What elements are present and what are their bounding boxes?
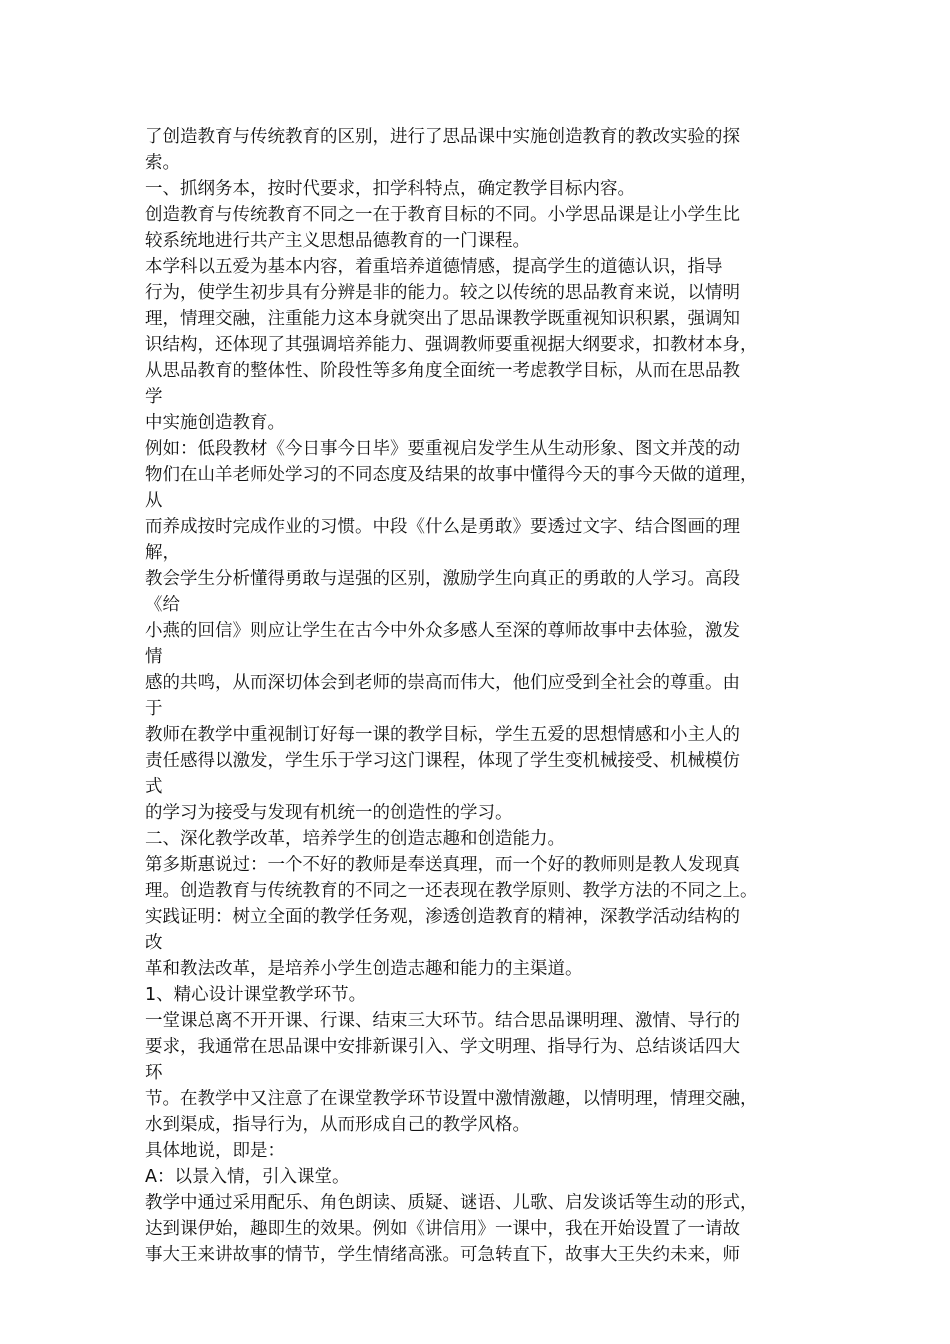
text-line: 本学科以五爱为基本内容，着重培养道德情感，提高学生的道德认识，指导 [145,257,723,277]
text-line: 达到课伊始，趣即生的效果。例如《讲信用》一课中，我在开始设置了一请故 [145,1219,740,1239]
text-line: 节。在教学中又注意了在课堂教学环节设置中激情激趣，以情明理，情理交融， [145,1089,758,1109]
text-line: 事大王来讲故事的情节，学生情绪高涨。可急转直下，故事大王失约未来，师 [145,1245,740,1265]
text-line: 教学中通过采用配乐、角色朗读、质疑、谜语、儿歌、启发谈话等生动的形式， [145,1193,758,1213]
section-heading: 二、深化教学改革，培养学生的创造志趣和创造能力。 [145,829,565,849]
text-line: 创造教育与传统教育不同之一在于教育目标的不同。小学思品课是让小学生比 [145,205,740,225]
text-line: 的学习为接受与发现有机统一的创造性的学习。 [145,803,513,823]
text-line: 第多斯惠说过：一个不好的教师是奉送真理，而一个好的教师则是教人发现真 [145,855,740,875]
text-line: 教师在教学中重视制订好每一课的教学目标，学生五爱的思想情感和小主人的 [145,725,740,745]
text-line: 水到渠成，指导行为，从而形成自己的教学风格。 [145,1115,530,1135]
text-line: 了创造教育与传统教育的区别，进行了思品课中实施创造教育的教改实验的探 [145,127,740,147]
text-line: 识结构，还体现了其强调培养能力、强调教师要重视据大纲要求，扣教材本身， [145,335,758,355]
subsection-heading: A：以景入情，引入课堂。 [145,1167,350,1187]
text-line: 感的共鸣，从而深切体会到老师的崇高而伟大，他们应受到全社会的尊重。由 [145,673,740,693]
text-line: 从思品教育的整体性、阶段性等多角度全面统一考虑教学目标，从而在思品教 [145,361,740,381]
text-line: 情 [145,647,163,667]
text-line: 于 [145,699,163,719]
subsection-heading: 1、精心设计课堂教学环节。 [145,985,367,1005]
text-line: 具体地说，即是： [145,1141,285,1161]
text-line: 理，情理交融，注重能力这本身就突出了思品课教学既重视知识积累，强调知 [145,309,740,329]
text-line: 行为，使学生初步具有分辨是非的能力。较之以传统的思品教育来说，以情明 [145,283,740,303]
text-line: 革和教法改革，是培养小学生创造志趣和能力的主渠道。 [145,959,583,979]
text-line: 物们在山羊老师处学习的不同态度及结果的故事中懂得今天的事今天做的道理， [145,465,758,485]
section-heading: 一、抓纲务本，按时代要求，扣学科特点，确定教学目标内容。 [145,179,635,199]
text-line: 式 [145,777,163,797]
text-line: 中实施创造教育。 [145,413,285,433]
text-line: 从 [145,491,163,511]
text-line: 索。 [145,153,180,173]
text-line: 例如：低段教材《今日事今日毕》要重视启发学生从生动形象、图文并茂的动 [145,439,740,459]
text-line: 环 [145,1063,163,1083]
text-line: 解， [145,543,180,563]
document-body [145,124,810,1268]
text-line: 要求，我通常在思品课中安排新课引入、学文明理、指导行为、总结谈话四大 [145,1037,740,1057]
text-line: 而养成按时完成作业的习惯。中段《什么是勇敢》要透过文字、结合图画的理 [145,517,740,537]
text-line: 实践证明：树立全面的教学任务观，渗透创造教育的精神，深教学活动结构的 [145,907,740,927]
text-line: 改 [145,933,163,953]
text-line: 理。创造教育与传统教育的不同之一还表现在教学原则、教学方法的不同之上。 [145,881,758,901]
text-line: 较系统地进行共产主义思想品德教育的一门课程。 [145,231,530,251]
text-line: 学 [145,387,163,407]
text-line: 《给 [145,595,180,615]
text-line: 责任感得以激发，学生乐于学习这门课程，体现了学生变机械接受、机械模仿 [145,751,740,771]
text-line: 小燕的回信》则应让学生在古今中外众多感人至深的尊师故事中去体验，激发 [145,621,740,641]
text-line: 一堂课总离不开开课、行课、结束三大环节。结合思品课明理、激情、导行的 [145,1011,740,1031]
text-line: 教会学生分析懂得勇敢与逞强的区别，激励学生向真正的勇敢的人学习。高段 [145,569,740,589]
